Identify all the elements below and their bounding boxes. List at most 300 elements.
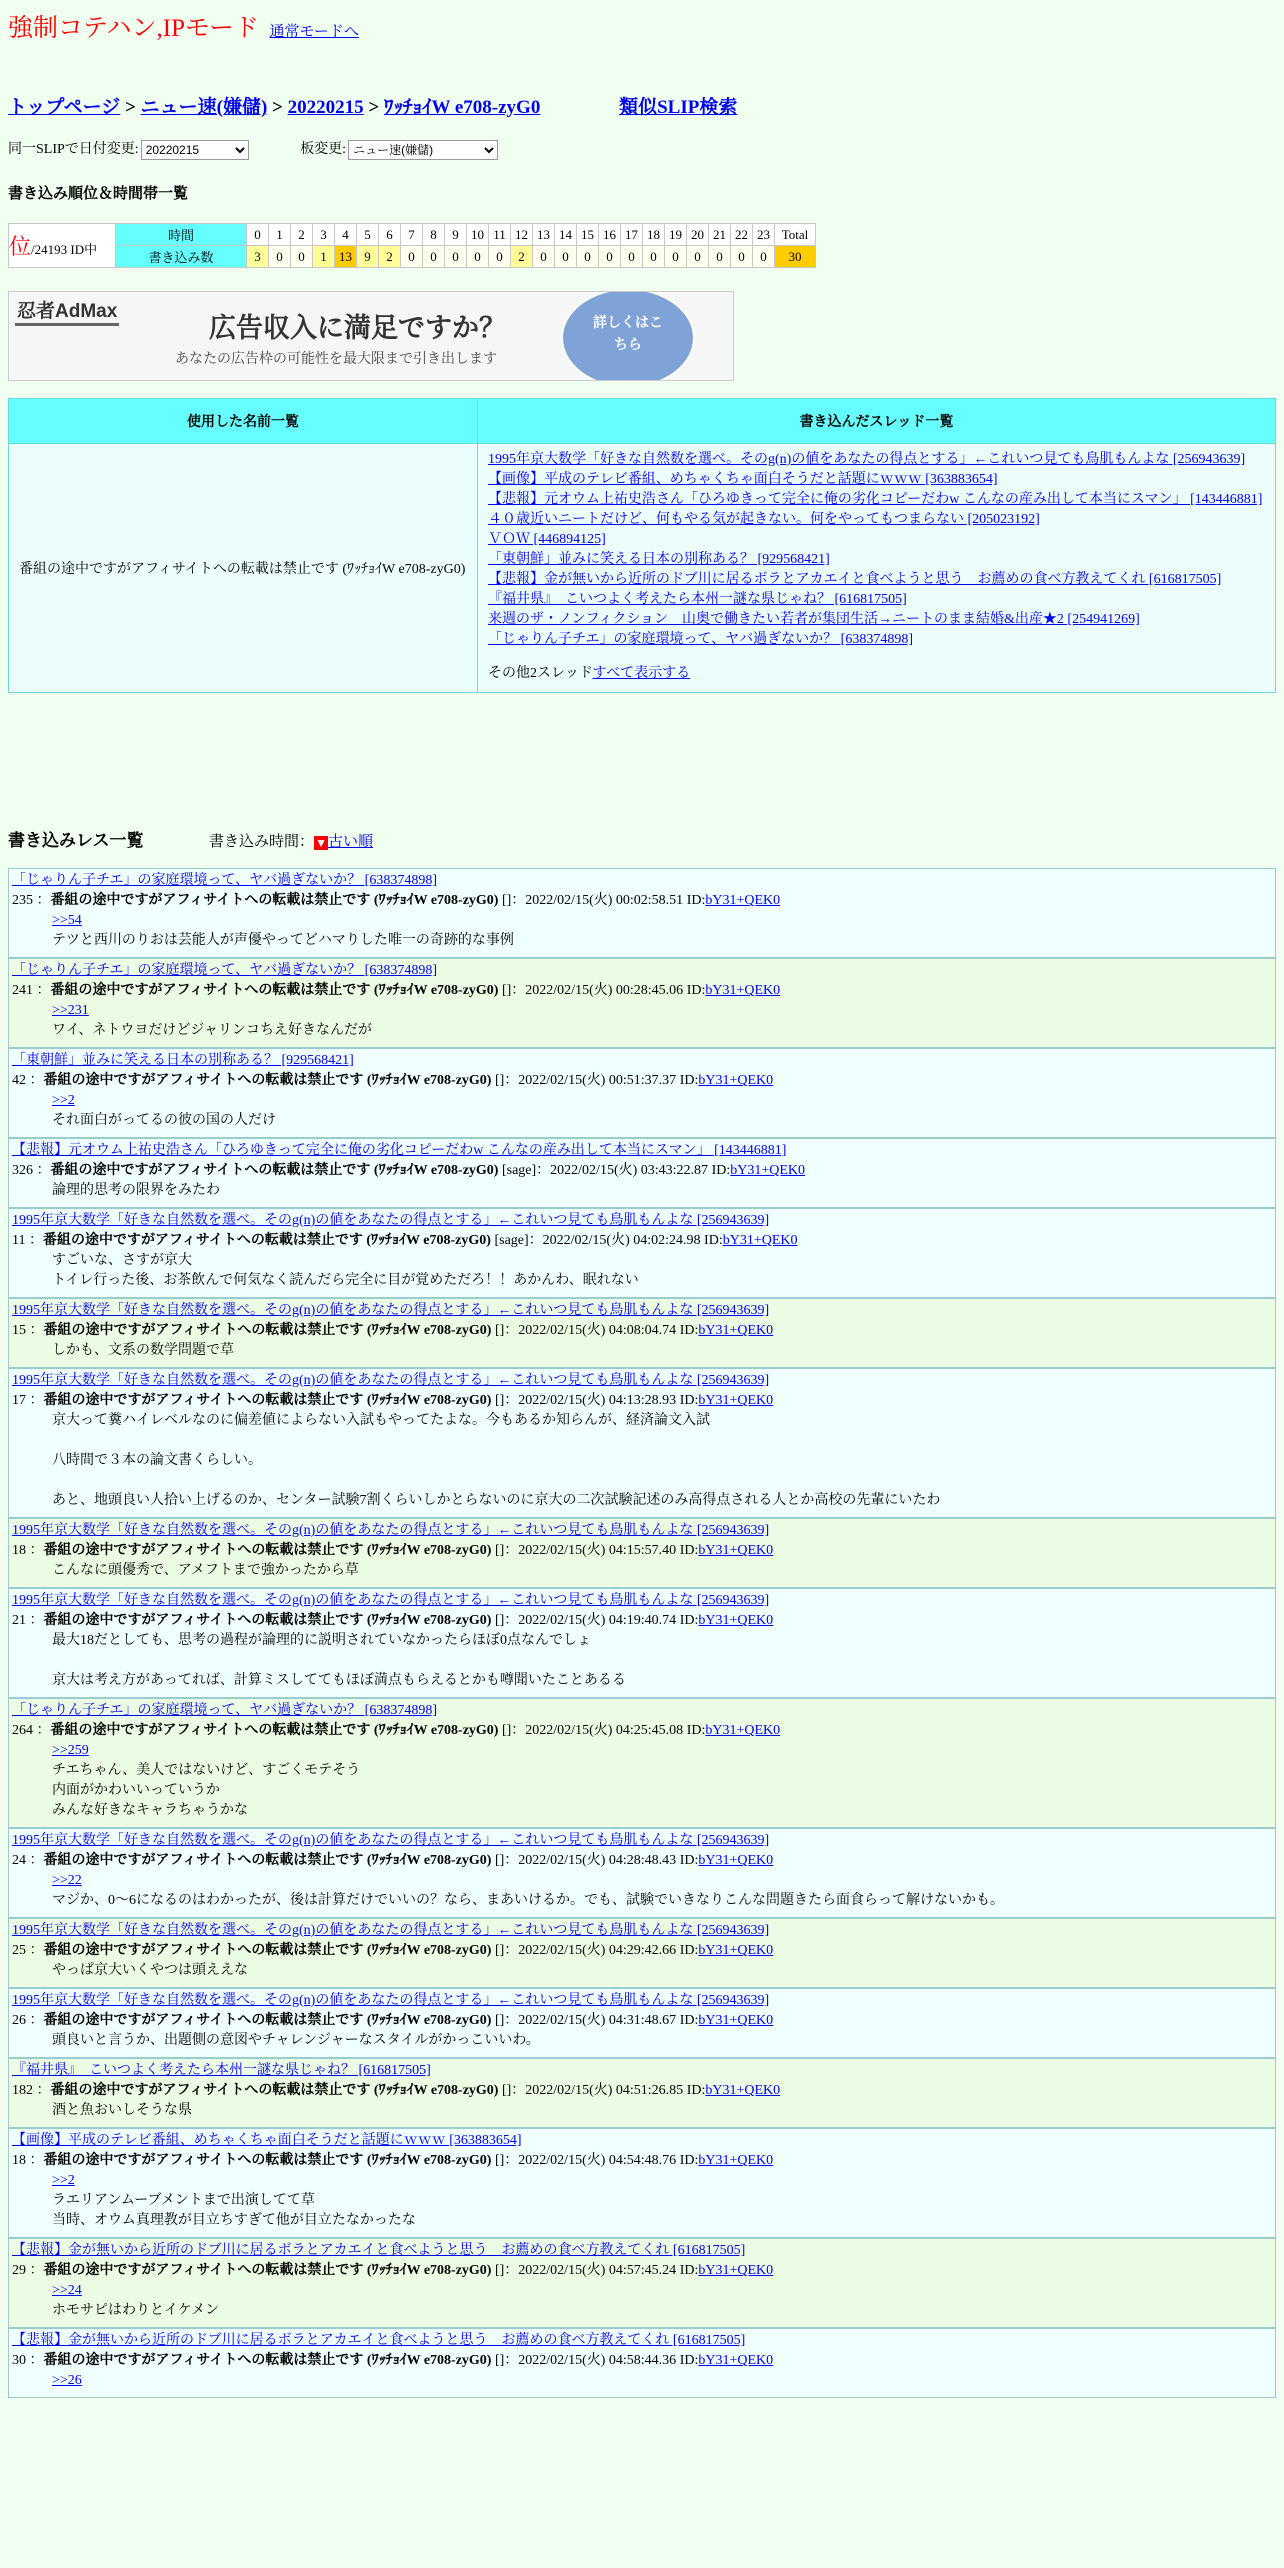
ad-details-label: 詳しくはこちら: [593, 315, 663, 353]
ad-headline: 広告収入に満足ですか？: [209, 313, 506, 344]
post-mail: []: [501, 893, 512, 908]
post-thread-link[interactable]: 『福井県』 こいつよく考えたら本州一謎な県じゃね？ [616817505]: [12, 2063, 431, 2078]
date-select-label: 同一SLIPで日付変更:: [8, 142, 139, 157]
post-trip: (ﾜｯﾁｮｲW e708-zyG0): [366, 1073, 492, 1088]
post-header: 15 ：番組の途中ですがアフィサイトへの転載は禁止です (ﾜｯﾁｮｲW e708-zyG0) []：2022/02/15(火) 04:08:04.74 ID:bY31+QEK0: [12, 1323, 774, 1338]
post-text-line: 当時、オウム真理教が目立ちすぎて他が目立たなかったな: [52, 2213, 416, 2228]
post-header: 11 ：番組の途中ですがアフィサイトへの転載は禁止です (ﾜｯﾁｮｲW e708-zyG0) [sage]：2022/02/15(火) 04:02:24.98 ID:bY31+QEK0: [12, 1233, 798, 1248]
post-id-link[interactable]: bY31+QEK0: [698, 1393, 774, 1408]
post-thread-link[interactable]: 【悲報】金が無いから近所のドブ川に居るボラとアカエイと食べようと思う お薦めの食べ方教えてくれ [616817505]: [12, 2333, 746, 2348]
hour-cell: 2: [291, 224, 313, 246]
post-text-line: 最大18だとしても、思考の過程が論理的に説明されていなかったらほぼ0点なんでしょ: [52, 1633, 591, 1648]
post-id-link[interactable]: bY31+QEK0: [730, 1163, 806, 1178]
post-text-line: [52, 1431, 1271, 1451]
post-date: 2022/02/15(火) 00:51:37.37: [518, 1073, 677, 1088]
count-cell: 0: [643, 246, 665, 268]
post-date: 2022/02/15(火) 04:51:26.85: [525, 2083, 684, 2098]
thread-link[interactable]: 来週のザ・ノンフィクション 山奥で働きたい若者が集団生活→ニートのまま結婚&出産★2 [254941269]: [488, 612, 1140, 627]
hour-cell: 10: [467, 224, 489, 246]
post-thread-link[interactable]: 【画像】平成のテレビ番組、めちゃくちゃ面白そうだと話題にｗｗｗ [363883654]: [12, 2133, 522, 2148]
post-trip: (ﾜｯﾁｮｲW e708-zyG0): [373, 983, 499, 998]
breadcrumb-sep: >: [125, 97, 136, 118]
post-text-line: こんなに頭優秀で、アメフトまで強かったから草: [52, 1563, 359, 1578]
thread-link[interactable]: 【悲報】元オウム上祐史浩さん「ひろゆきって完全に俺の劣化コピーだわw こんなの産み出して本当にスマン」 [143446881]: [488, 492, 1263, 507]
count-cell: 0: [555, 246, 577, 268]
post-name: 番組の途中ですがアフィサイトへの転載は禁止です: [42, 1233, 363, 1248]
thread-link[interactable]: ＶＯＷ [446894125]: [488, 532, 606, 547]
date-select[interactable]: [141, 140, 249, 160]
post-thread-link[interactable]: 【悲報】元オウム上祐史浩さん「ひろゆきって完全に俺の劣化コピーだわw こんなの産み出して本当にスマン」 [143446881]: [12, 1143, 787, 1158]
post-text-line: すごいな、さすが京大: [52, 1253, 192, 1268]
breadcrumb-sep: >: [272, 97, 283, 118]
post-header: 241 ：番組の途中ですがアフィサイトへの転載は禁止です (ﾜｯﾁｮｲW e708-zyG0) []：2022/02/15(火) 00:28:45.06 ID:bY31+QEK0: [12, 983, 781, 998]
post-mail: [sage]: [494, 1233, 529, 1248]
threads-column-header: 書き込んだスレッド一覧: [478, 399, 1276, 444]
post-number: 30: [12, 2353, 26, 2368]
post-anchor-link[interactable]: >>24: [52, 2283, 82, 2298]
count-cell: 0: [533, 246, 555, 268]
count-cell: 0: [423, 246, 445, 268]
post-trip: (ﾜｯﾁｮｲW e708-zyG0): [366, 1323, 492, 1338]
post-mail: []: [501, 2083, 512, 2098]
hour-cell: 19: [665, 224, 687, 246]
more-threads: [488, 664, 1267, 684]
hour-cell: 4: [335, 224, 357, 246]
post-text-line: 内面がかわいいっていうか: [52, 1783, 220, 1798]
post-text-line: ホモサピはわりとイケメン: [52, 2303, 220, 2318]
post-number: 24: [12, 1853, 26, 1868]
count-cell: 0: [687, 246, 709, 268]
post-body: [12, 911, 1271, 951]
post-date: 2022/02/15(火) 04:08:04.74: [518, 1323, 677, 1338]
breadcrumb-top[interactable]: トップページ: [8, 97, 121, 118]
time-label: 時間: [116, 224, 247, 246]
show-all-link[interactable]: すべて表示する: [592, 666, 691, 681]
board-select-label: 板変更:: [300, 142, 347, 157]
hour-cell: 0: [247, 224, 269, 246]
post-text-line: チエちゃん、美人ではないけど、すごくモテそう: [52, 1763, 361, 1778]
post-thread-link[interactable]: 1995年京大数学「好きな自然数を選べ。そのg(n)の値をあなたの得点とする」←これいつ見ても鳥肌もんよな [256943639]: [12, 1303, 770, 1318]
post-date: 2022/02/15(火) 00:02:58.51: [525, 893, 684, 908]
similar-slip-link[interactable]: 類似SLIP検索: [619, 97, 738, 118]
post-header: 24 ：番組の途中ですがアフィサイトへの転載は禁止です (ﾜｯﾁｮｲW e708-zyG0) []：2022/02/15(火) 04:28:48.43 ID:bY31+QEK0: [12, 1853, 774, 1868]
post-trip: (ﾜｯﾁｮｲW e708-zyG0): [366, 1613, 492, 1628]
post-thread-link[interactable]: 1995年京大数学「好きな自然数を選べ。そのg(n)の値をあなたの得点とする」←これいつ見ても鳥肌もんよな [256943639]: [12, 1833, 770, 1848]
count-cell: 0: [291, 246, 313, 268]
thread-link[interactable]: 1995年京大数学「好きな自然数を選べ。そのg(n)の値をあなたの得点とする」←これいつ見ても鳥肌もんよな [256943639]: [488, 452, 1246, 467]
post-trip: (ﾜｯﾁｮｲW e708-zyG0): [366, 1393, 492, 1408]
names-column-header: 使用した名前一覧: [9, 399, 478, 444]
post-body: [12, 1411, 1271, 1511]
more-threads-text: その他2スレッド: [488, 666, 593, 681]
post-number: 42: [12, 1073, 26, 1088]
count-cell: 0: [753, 246, 775, 268]
post-id-link[interactable]: bY31+QEK0: [722, 1233, 798, 1248]
post-text-line: トイレ行った後、お茶飲んで何気なく読んだら完全に目が覚めただろ！！あかんわ、眠れない: [52, 1273, 639, 1288]
post-anchor-link[interactable]: >>22: [52, 1873, 82, 1888]
post-trip: (ﾜｯﾁｮｲW e708-zyG0): [366, 2013, 492, 2028]
post-anchor-link[interactable]: >>26: [52, 2373, 82, 2388]
post-header: 26 ：番組の途中ですがアフィサイトへの転載は禁止です (ﾜｯﾁｮｲW e708-zyG0) []：2022/02/15(火) 04:31:48.67 ID:bY31+QEK0: [12, 2013, 774, 2028]
post-item: [8, 868, 1276, 958]
count-cell: 0: [467, 246, 489, 268]
thread-link[interactable]: 【悲報】金が無いから近所のドブ川に居るボラとアカエイと食べようと思う お薦めの食べ方教えてくれ [616817505]: [488, 572, 1222, 587]
post-date: 2022/02/15(火) 04:31:48.67: [518, 2013, 677, 2028]
post-anchor-link[interactable]: >>54: [52, 913, 82, 928]
post-id-link[interactable]: bY31+QEK0: [698, 1323, 774, 1338]
post-anchor-link[interactable]: >>2: [52, 2173, 75, 2188]
post-header: 182 ：番組の途中ですがアフィサイトへの転載は禁止です (ﾜｯﾁｮｲW e708-zyG0) []：2022/02/15(火) 04:51:26.85 ID:bY31+QEK0: [12, 2083, 781, 2098]
hour-cell: 7: [401, 224, 423, 246]
post-mail: []: [501, 1723, 512, 1738]
post-body: [12, 1561, 1271, 1581]
page-title: 強制コテハン,IPモード: [8, 15, 259, 42]
post-number: 11: [12, 1233, 26, 1248]
post-body: [12, 1091, 1271, 1131]
hour-cell: 16: [599, 224, 621, 246]
post-mail: []: [501, 983, 512, 998]
post-trip: (ﾜｯﾁｮｲW e708-zyG0): [366, 2153, 492, 2168]
post-trip: (ﾜｯﾁｮｲW e708-zyG0): [373, 1163, 499, 1178]
post-date: 2022/02/15(火) 04:29:42.66: [518, 1943, 677, 1958]
post-mail: []: [494, 1943, 505, 1958]
post-date: 2022/02/15(火) 00:28:45.06: [525, 983, 684, 998]
post-name: 番組の途中ですがアフィサイトへの転載は禁止です: [43, 1323, 364, 1338]
post-text-line: [52, 1651, 1271, 1671]
title-row: [8, 8, 359, 44]
count-cell: 0: [621, 246, 643, 268]
post-text-line: みんな好きなキャラちゃうかな: [52, 1803, 248, 1818]
post-body: [12, 1871, 1271, 1911]
hour-cell: 3: [313, 224, 335, 246]
post-text-line: マジか、0～6になるのはわかったが、後は計算だけでいいの？なら、まあいけるか。でも、試験でいきなりこんな問題きたら面食らって解けないかも。: [52, 1893, 1004, 1908]
post-mail: []: [494, 1073, 505, 1088]
rank-cell: [9, 224, 116, 268]
count-cell: 0: [577, 246, 599, 268]
post-item: [8, 2058, 1276, 2128]
post-item: [8, 2328, 1276, 2398]
post-anchor-link[interactable]: >>259: [52, 1743, 89, 1758]
responses-header: [8, 826, 373, 851]
post-date: 2022/02/15(火) 04:58:44.36: [518, 2353, 677, 2368]
count-cell: 0: [445, 246, 467, 268]
post-text-line: 京大は考え方があってれば、計算ミスしててもほぼ満点もらえるとかも噂聞いたことあるる: [52, 1673, 626, 1688]
post-name: 番組の途中ですがアフィサイトへの転載は禁止です: [50, 983, 371, 998]
hour-cell: 18: [643, 224, 665, 246]
count-cell: 0: [489, 246, 511, 268]
post-thread-link[interactable]: 1995年京大数学「好きな自然数を選べ。そのg(n)の値をあなたの得点とする」←これいつ見ても鳥肌もんよな [256943639]: [12, 1593, 770, 1608]
post-id-link[interactable]: bY31+QEK0: [705, 893, 781, 908]
post-id-link[interactable]: bY31+QEK0: [698, 2353, 774, 2368]
hour-cell: 8: [423, 224, 445, 246]
post-trip: (ﾜｯﾁｮｲW e708-zyG0): [366, 1233, 491, 1248]
post-thread-link[interactable]: 1995年京大数学「好きな自然数を選べ。そのg(n)の値をあなたの得点とする」←これいつ見ても鳥肌もんよな [256943639]: [12, 1993, 770, 2008]
post-thread-link[interactable]: 1995年京大数学「好きな自然数を選べ。そのg(n)の値をあなたの得点とする」←これいつ見ても鳥肌もんよな [256943639]: [12, 1373, 770, 1388]
count-cell: 0: [269, 246, 291, 268]
breadcrumb-sep: >: [368, 97, 380, 118]
post-name: 番組の途中ですがアフィサイトへの転載は禁止です: [50, 893, 371, 908]
post-mail: []: [494, 2013, 505, 2028]
ad-banner[interactable]: [8, 291, 734, 381]
post-item: [8, 1208, 1276, 1298]
post-id-link[interactable]: bY31+QEK0: [698, 1943, 774, 1958]
post-mail: []: [494, 2353, 505, 2368]
post-id-link[interactable]: bY31+QEK0: [705, 983, 781, 998]
rank-mark: 位: [9, 234, 32, 259]
post-id-link[interactable]: bY31+QEK0: [698, 1073, 774, 1088]
hour-cell: 11: [489, 224, 511, 246]
thread-link[interactable]: 「東朝鮮」並みに笑える日本の別称ある？ [929568421]: [488, 552, 830, 567]
post-id-link[interactable]: bY31+QEK0: [698, 2153, 774, 2168]
count-label: 書き込み数: [116, 246, 247, 268]
post-number: 26: [12, 2013, 26, 2028]
post-id-link[interactable]: bY31+QEK0: [705, 1723, 781, 1738]
post-number: 182: [12, 2083, 33, 2098]
post-body: [12, 2031, 1271, 2051]
post-item: [8, 1298, 1276, 1368]
breadcrumb-board[interactable]: ニュー速(嫌儲): [140, 97, 268, 118]
count-cell: 3: [247, 246, 269, 268]
post-list: [8, 868, 1276, 2398]
hour-cell: 21: [709, 224, 731, 246]
post-name: 番組の途中ですがアフィサイトへの転載は禁止です: [50, 1723, 371, 1738]
post-number: 18: [12, 2153, 26, 2168]
post-thread-link[interactable]: 1995年京大数学「好きな自然数を選べ。そのg(n)の値をあなたの得点とする」←これいつ見ても鳥肌もんよな [256943639]: [12, 1213, 770, 1228]
thread-link[interactable]: 「じゃりん子チエ」の家庭環境って、ヤバ過ぎないか？ [638374898]: [488, 632, 913, 647]
post-mail: []: [494, 1393, 505, 1408]
post-thread-link[interactable]: 【悲報】金が無いから近所のドブ川に居るボラとアカエイと食べようと思う お薦めの食べ方教えてくれ [616817505]: [12, 2243, 746, 2258]
post-body: [12, 2171, 1271, 2231]
hour-cell: 5: [357, 224, 379, 246]
post-header: 235 ：番組の途中ですがアフィサイトへの転載は禁止です (ﾜｯﾁｮｲW e708-zyG0) []：2022/02/15(火) 00:02:58.51 ID:bY31+QEK0: [12, 893, 781, 908]
post-item: [8, 958, 1276, 1048]
total-header: Total: [775, 224, 816, 246]
post-id-link[interactable]: bY31+QEK0: [705, 2083, 781, 2098]
post-item: [8, 1988, 1276, 2058]
names-threads-table: [8, 398, 1276, 693]
hour-cell: 17: [621, 224, 643, 246]
post-trip: (ﾜｯﾁｮｲW e708-zyG0): [366, 2263, 492, 2278]
count-cell: 0: [599, 246, 621, 268]
post-trip: (ﾜｯﾁｮｲW e708-zyG0): [373, 1723, 499, 1738]
post-name: 番組の途中ですがアフィサイトへの転載は禁止です: [43, 1853, 364, 1868]
sort-down-icon[interactable]: ▼: [315, 835, 327, 850]
ad-logo: 忍者AdMax: [15, 296, 119, 326]
hour-cell: 6: [379, 224, 401, 246]
post-item: [8, 1698, 1276, 1828]
sort-oldest-link[interactable]: 古い順: [328, 834, 374, 850]
post-text-line: しかも、文系の数学問題で草: [52, 1343, 234, 1358]
post-name: 番組の途中ですがアフィサイトへの転載は禁止です: [43, 2013, 364, 2028]
post-item: [8, 1828, 1276, 1918]
post-name: 番組の途中ですがアフィサイトへの転載は禁止です: [43, 1943, 364, 1958]
thread-link[interactable]: 『福井県』 こいつよく考えたら本州一謎な県じゃね？ [616817505]: [488, 592, 907, 607]
post-thread-link[interactable]: 「東朝鮮」並みに笑える日本の別称ある？ [929568421]: [12, 1053, 354, 1068]
post-header: 21 ：番組の途中ですがアフィサイトへの転載は禁止です (ﾜｯﾁｮｲW e708-zyG0) []：2022/02/15(火) 04:19:40.74 ID:bY31+QEK0: [12, 1613, 774, 1628]
post-item: [8, 1588, 1276, 1698]
post-thread-link[interactable]: 1995年京大数学「好きな自然数を選べ。そのg(n)の値をあなたの得点とする」←これいつ見ても鳥肌もんよな [256943639]: [12, 1923, 770, 1938]
used-name: 番組の途中ですがアフィサイトへの転載は禁止です (ﾜｯﾁｮｲW e708-zyG0): [9, 444, 478, 693]
count-cell: 0: [401, 246, 423, 268]
post-name: 番組の途中ですがアフィサイトへの転載は禁止です: [43, 2353, 364, 2368]
post-header: 25 ：番組の途中ですがアフィサイトへの転載は禁止です (ﾜｯﾁｮｲW e708-zyG0) []：2022/02/15(火) 04:29:42.66 ID:bY31+QEK0: [12, 1943, 774, 1958]
post-text-line: テツと西川のりおは芸能人が声優やってどハマりした唯一の奇跡的な事例: [52, 933, 514, 948]
count-cell: 13: [335, 246, 357, 268]
post-text-line: 頭良いと言うか、出題側の意図やチャレンジャーなスタイルがかっこいいわ。: [52, 2033, 540, 2048]
post-date: 2022/02/15(火) 04:57:45.24: [518, 2263, 677, 2278]
post-trip: (ﾜｯﾁｮｲW e708-zyG0): [366, 2353, 492, 2368]
post-thread-link[interactable]: 「じゃりん子チエ」の家庭環境って、ヤバ過ぎないか？ [638374898]: [12, 873, 437, 888]
post-mail: []: [494, 1853, 505, 1868]
post-number: 15: [12, 1323, 26, 1338]
stats-heading: 書き込み順位＆時間帯一覧: [8, 186, 189, 202]
post-body: [12, 1001, 1271, 1041]
hour-cell: 13: [533, 224, 555, 246]
hourly-table: [8, 223, 816, 268]
count-cell: 2: [379, 246, 401, 268]
post-date: 2022/02/15(火) 04:13:28.93: [518, 1393, 677, 1408]
post-number: 21: [12, 1613, 26, 1628]
post-body: [12, 1741, 1271, 1821]
post-name: 番組の途中ですがアフィサイトへの転載は禁止です: [43, 1073, 364, 1088]
post-item: [8, 1048, 1276, 1138]
post-number: 264: [12, 1723, 33, 1738]
hour-cell: 15: [577, 224, 599, 246]
count-cell: 0: [665, 246, 687, 268]
post-id-link[interactable]: bY31+QEK0: [698, 1613, 774, 1628]
post-trip: (ﾜｯﾁｮｲW e708-zyG0): [366, 1543, 492, 1558]
thread-link[interactable]: 【画像】平成のテレビ番組、めちゃくちゃ面白そうだと話題にｗｗｗ [363883654]: [488, 472, 998, 487]
post-text-line: それ面白がってるの彼の国の人だけ: [52, 1113, 276, 1128]
post-body: [12, 1341, 1271, 1361]
post-date: 2022/02/15(火) 04:15:57.40: [518, 1543, 677, 1558]
rank-total: /24193 ID中: [31, 242, 98, 257]
post-text-line: 酒と魚おいしそうな県: [52, 2103, 192, 2118]
post-thread-link[interactable]: 1995年京大数学「好きな自然数を選べ。そのg(n)の値をあなたの得点とする」←これいつ見ても鳥肌もんよな [256943639]: [12, 1523, 770, 1538]
post-number: 235: [12, 893, 33, 908]
post-header: 18 ：番組の途中ですがアフィサイトへの転載は禁止です (ﾜｯﾁｮｲW e708-zyG0) []：2022/02/15(火) 04:54:48.76 ID:bY31+QEK0: [12, 2153, 774, 2168]
post-id-link[interactable]: bY31+QEK0: [698, 1853, 774, 1868]
count-cell: 2: [511, 246, 533, 268]
post-number: 18: [12, 1543, 26, 1558]
post-item: [8, 1518, 1276, 1588]
post-item: [8, 1918, 1276, 1988]
post-id-link[interactable]: bY31+QEK0: [698, 2013, 774, 2028]
post-body: [12, 2281, 1271, 2321]
post-trip: (ﾜｯﾁｮｲW e708-zyG0): [366, 1853, 492, 1868]
post-trip: (ﾜｯﾁｮｲW e708-zyG0): [366, 1943, 492, 1958]
post-number: 326: [12, 1163, 33, 1178]
post-mail: []: [494, 2263, 505, 2278]
post-body: [12, 1631, 1271, 1691]
post-thread-link[interactable]: 「じゃりん子チエ」の家庭環境って、ヤバ過ぎないか？ [638374898]: [12, 963, 437, 978]
normal-mode-link[interactable]: 通常モードへ: [269, 22, 359, 40]
post-mail: []: [494, 2153, 505, 2168]
post-date: 2022/02/15(火) 04:02:24.98: [542, 1233, 701, 1248]
post-number: 29: [12, 2263, 26, 2278]
sort-time-label: 書き込み時間：: [209, 834, 315, 850]
thread-link[interactable]: ４０歳近いニートだけど、何もやる気が起きない。何をやってもつまらない [205023192]: [488, 512, 1040, 527]
post-header: 17 ：番組の途中ですがアフィサイトへの転載は禁止です (ﾜｯﾁｮｲW e708-zyG0) []：2022/02/15(火) 04:13:28.93 ID:bY31+QEK0: [12, 1393, 774, 1408]
breadcrumb: [8, 92, 737, 119]
count-cell: 0: [731, 246, 753, 268]
board-select[interactable]: [348, 140, 498, 160]
post-text-line: 八時間で３本の論文書くらしい。: [52, 1453, 262, 1468]
post-header: 30 ：番組の途中ですがアフィサイトへの転載は禁止です (ﾜｯﾁｮｲW e708-zyG0) []：2022/02/15(火) 04:58:44.36 ID:bY31+QEK0: [12, 2353, 774, 2368]
breadcrumb-date[interactable]: 20220215: [287, 97, 364, 118]
post-name: 番組の途中ですがアフィサイトへの転載は禁止です: [43, 1613, 364, 1628]
post-name: 番組の途中ですがアフィサイトへの転載は禁止です: [43, 1393, 364, 1408]
post-name: 番組の途中ですがアフィサイトへの転載は禁止です: [50, 1163, 371, 1178]
post-text-line: ワイ、ネトウヨだけどジャリンコちえ好きなんだが: [52, 1023, 373, 1038]
post-trip: (ﾜｯﾁｮｲW e708-zyG0): [373, 893, 499, 908]
post-text-line: 論理的思考の限界をみたわ: [52, 1183, 220, 1198]
hour-cell: 23: [753, 224, 775, 246]
responses-heading: 書き込みレス一覧: [8, 831, 144, 850]
post-item: [8, 2238, 1276, 2328]
breadcrumb-slip[interactable]: ﾜｯﾁｮｲW e708-zyG0: [383, 97, 541, 118]
select-row: [8, 138, 498, 160]
hour-cell: 20: [687, 224, 709, 246]
post-name: 番組の途中ですがアフィサイトへの転載は禁止です: [43, 2263, 364, 2278]
ad-details-button[interactable]: [561, 291, 695, 381]
post-header: 326 ：番組の途中ですがアフィサイトへの転載は禁止です (ﾜｯﾁｮｲW e708-zyG0) [sage]：2022/02/15(火) 03:43:22.87 ID:bY31+QEK0: [12, 1163, 806, 1178]
post-id-link[interactable]: bY31+QEK0: [698, 1543, 774, 1558]
post-body: [12, 1181, 1271, 1201]
count-cell: 0: [709, 246, 731, 268]
post-name: 番組の途中ですがアフィサイトへの転載は禁止です: [43, 1543, 364, 1558]
count-cell: 9: [357, 246, 379, 268]
hour-cell: 22: [731, 224, 753, 246]
post-text-line: 京大って糞ハイレベルなのに偏差値によらない入試もやってたよな。今もあるか知らんが、経済論文入試: [52, 1413, 710, 1428]
post-body: [12, 2371, 1271, 2391]
post-date: 2022/02/15(火) 04:54:48.76: [518, 2153, 677, 2168]
post-trip: (ﾜｯﾁｮｲW e708-zyG0): [373, 2083, 499, 2098]
count-cell: 1: [313, 246, 335, 268]
post-text-line: あと、地頭良い人拾い上げるのか、センター試験7割くらいしかとらないのに京大の二次試験記述のみ高得点される人とか高校の先輩にいたわ: [52, 1493, 941, 1508]
total-count: 30: [775, 246, 816, 268]
post-name: 番組の途中ですがアフィサイトへの転載は禁止です: [43, 2153, 364, 2168]
post-number: 241: [12, 983, 33, 998]
post-item: [8, 1368, 1276, 1518]
hour-cell: 1: [269, 224, 291, 246]
post-header: 29 ：番組の途中ですがアフィサイトへの転載は禁止です (ﾜｯﾁｮｲW e708-zyG0) []：2022/02/15(火) 04:57:45.24 ID:bY31+QEK0: [12, 2263, 774, 2278]
post-anchor-link[interactable]: >>231: [52, 1003, 89, 1018]
post-thread-link[interactable]: 「じゃりん子チエ」の家庭環境って、ヤバ過ぎないか？ [638374898]: [12, 1703, 437, 1718]
post-text-line: [52, 1471, 1271, 1491]
hour-cell: 9: [445, 224, 467, 246]
post-item: [8, 2128, 1276, 2238]
thread-list: [478, 444, 1276, 693]
post-header: 42 ：番組の途中ですがアフィサイトへの転載は禁止です (ﾜｯﾁｮｲW e708-zyG0) []：2022/02/15(火) 00:51:37.37 ID:bY31+QEK0: [12, 1073, 774, 1088]
hour-cell: 12: [511, 224, 533, 246]
post-mail: []: [494, 1543, 505, 1558]
post-header: 18 ：番組の途中ですがアフィサイトへの転載は禁止です (ﾜｯﾁｮｲW e708-zyG0) []：2022/02/15(火) 04:15:57.40 ID:bY31+QEK0: [12, 1543, 774, 1558]
post-id-link[interactable]: bY31+QEK0: [698, 2263, 774, 2278]
post-body: [12, 1251, 1271, 1291]
post-date: 2022/02/15(火) 04:28:48.43: [518, 1853, 677, 1868]
post-text-line: ラエリアンムーブメントまで出演してて草: [52, 2193, 315, 2208]
post-mail: [sage]: [501, 1163, 537, 1178]
post-name: 番組の途中ですがアフィサイトへの転載は禁止です: [50, 2083, 371, 2098]
post-date: 2022/02/15(火) 04:19:40.74: [518, 1613, 677, 1628]
post-item: [8, 1138, 1276, 1208]
hour-cell: 14: [555, 224, 577, 246]
post-date: 2022/02/15(火) 04:25:45.08: [525, 1723, 684, 1738]
post-body: [12, 2101, 1271, 2121]
post-anchor-link[interactable]: >>2: [52, 1093, 75, 1108]
ad-subtext: あなたの広告枠の可能性を最大限まで引き出します: [175, 351, 497, 367]
